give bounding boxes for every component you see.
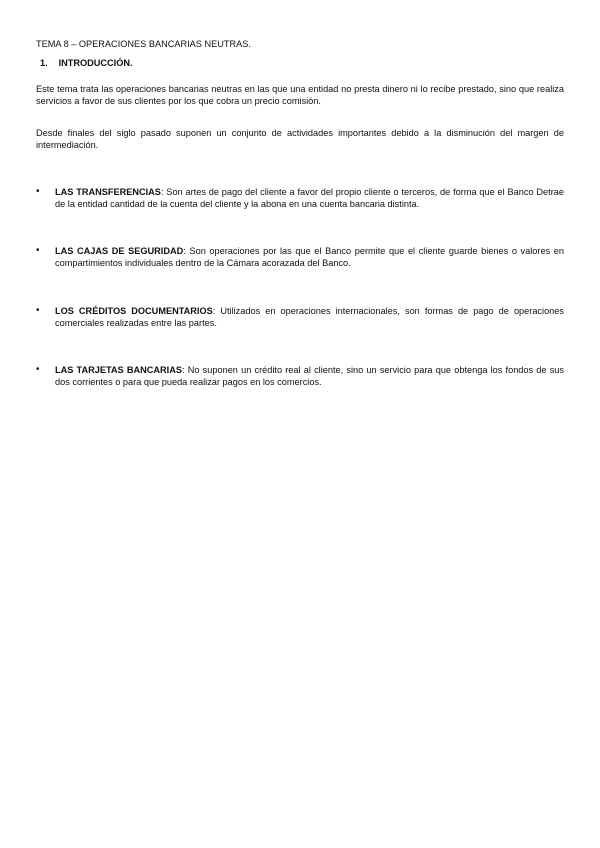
list-item-term: LAS CAJAS DE SEGURIDAD: [55, 246, 184, 256]
section-heading: [40, 57, 133, 69]
list-item-text: : No suponen un crédito real al cliente, sino un servicio para que obtenga los fondos de sus dos corrientes o para que pueda realizar pagos en los comercios.: [55, 365, 565, 387]
list-item: [36, 305, 564, 329]
section-title: INTRODUCCIÓN.: [58, 58, 133, 68]
list-item-term: LOS CRÉDITOS DOCUMENTARIOS: [55, 306, 213, 316]
section-number: 1.: [40, 58, 48, 68]
document-title: TEMA 8 – OPERACIONES BANCARIAS NEUTRAS.: [36, 39, 251, 49]
bullet-icon: •: [36, 305, 40, 316]
list-item-term: LAS TARJETAS BANCARIAS: [55, 365, 182, 375]
paragraph: Desde finales del siglo pasado suponen un conjunto de actividades importantes debido a la disminución del margen de intermediación.: [36, 128, 564, 150]
list-item: [36, 245, 564, 269]
list-item-text: : Utilizados en operaciones internacionales, son formas de pago de operaciones comerciales realizadas entre las partes.: [55, 306, 564, 328]
bullet-icon: •: [36, 364, 40, 375]
list-item: [36, 364, 564, 388]
list-item: [36, 186, 564, 210]
list-item-text: : Son operaciones por las que el Banco permite que el cliente guarde bienes o valores en compartimientos individuales dentro de la Cámara acorazada del Banco.: [55, 246, 564, 268]
list-item-term: LAS TRANSFERENCIAS: [55, 187, 161, 197]
bullet-icon: •: [36, 245, 40, 256]
bullet-icon: •: [36, 186, 40, 197]
paragraph: Este tema trata las operaciones bancarias neutras en las que una entidad no presta dinero ni lo recibe prestado, sino que realiza servicios a favor de sus clientes por los que cobra un precio comisión.: [36, 84, 564, 106]
list-item-text: : Son artes de pago del cliente a favor del propio cliente o terceros, de forma que el Banco Detrae de la entidad cantidad de la cuenta del cliente y la abona en una cuenta bancaria distinta.: [55, 187, 564, 209]
